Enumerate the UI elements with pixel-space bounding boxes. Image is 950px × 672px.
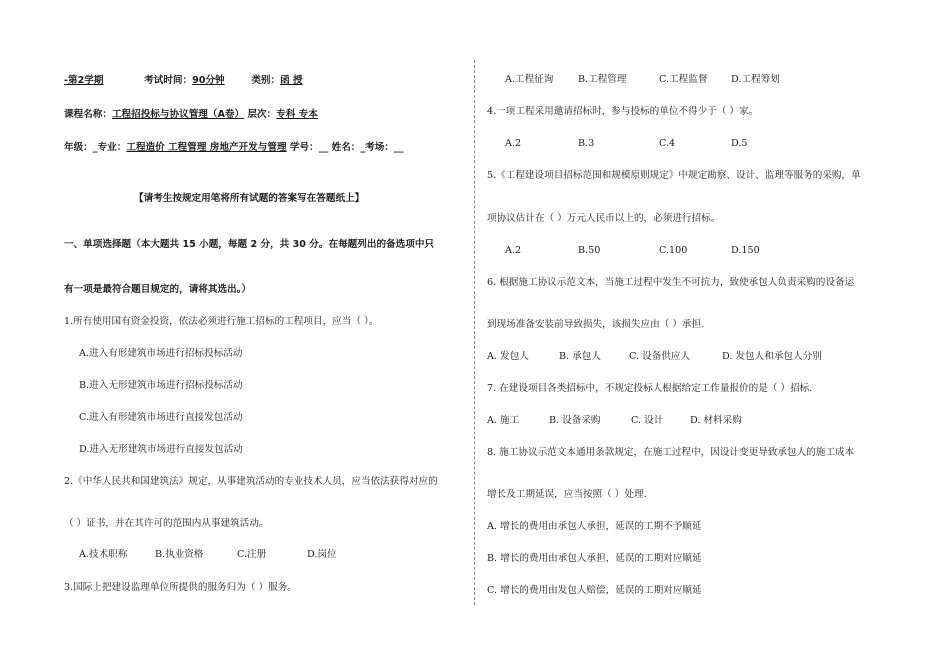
category-label: 类别：: [251, 75, 281, 86]
question-6-line-2: 到现场准备安装前导致损失，该损失应由（ ）承担.: [487, 319, 705, 330]
exam-time-label: 考试时间：: [144, 75, 193, 86]
section-title-line-2: 有一项是最符合题目规定的，请将其选出。）: [64, 284, 252, 295]
q8-option-c: C. 增长的费用由发包人赔偿，延误的工期对应顺延: [487, 585, 702, 596]
question-7: 7. 在建设项目各类招标中，不规定投标人根据给定工作量报价的是（ ）招标.: [487, 383, 813, 394]
q2-option-a: A.技术职称: [79, 549, 128, 560]
level-label: 层次：: [247, 109, 277, 120]
q6-option-b: B. 承包人: [559, 351, 601, 362]
exam-time-value: 90分钟: [192, 75, 225, 86]
q5-option-a: A.2: [505, 245, 522, 256]
grade-label: 年级：_专业：: [64, 142, 127, 153]
header-line-1: [64, 75, 303, 87]
q3-option-b: B.工程管理: [578, 74, 627, 85]
question-4: 4.一项工程采用邀请招标时，参与投标的单位不得少于（ ）家。: [487, 106, 759, 117]
q7-option-d: D. 材料采购: [690, 415, 742, 426]
q4-option-c: C.4: [659, 138, 676, 149]
q8-option-b: B. 增长的费用由承包人承担，延误的工期对应顺延: [487, 553, 702, 564]
q1-option-c: C.进入有形建筑市场进行直接发包活动: [79, 412, 243, 423]
q1-option-b: B.进入无形建筑市场进行招标投标活动: [79, 380, 243, 391]
course-label: 课程名称：: [64, 109, 112, 120]
q6-option-a: A. 发包人: [487, 351, 529, 362]
q6-option-c: C. 设备供应人: [629, 351, 691, 362]
major-value: 工程造价 工程管理 房地产开发与管理: [126, 142, 287, 153]
question-6-line-1: 6. 根据施工协议示范文本，当施工过程中发生不可抗力，致使承包人负责采购的设备运: [487, 277, 855, 288]
column-divider: [474, 60, 475, 605]
student-info: 学号：__ 姓名：_考场：__: [286, 142, 404, 153]
semester: -第2学期: [64, 75, 104, 86]
q1-option-d: D.进入无形建筑市场进行直接发包活动: [79, 444, 243, 455]
q2-option-b: B.执业资格: [155, 549, 204, 560]
question-3: 3.国际上把建设监理单位所提供的服务归为（ ）服务。: [64, 582, 297, 593]
q5-option-b: B.50: [578, 245, 601, 256]
right-column: [478, 0, 950, 672]
left-column: [0, 0, 474, 672]
q7-option-b: B. 设备采购: [549, 415, 601, 426]
header-line-3: [64, 142, 404, 154]
question-1: 1.所有使用国有资金投资，依法必须进行施工招标的工程项目，应当（ ）。: [64, 316, 379, 327]
q3-option-c: C.工程监督: [659, 74, 708, 85]
q3-option-a: A.工程征询: [505, 74, 554, 85]
section-title-line-1: 一、单项选择题（本大题共 15 小题，每题 2 分，共 30 分。在每题列出的备选项中只: [64, 239, 435, 250]
course-value: 工程招投标与协议管理: [111, 109, 208, 120]
question-2-line-2: （ ）证书，并在其许可的范围内从事建筑活动。: [64, 518, 269, 529]
q4-option-a: A.2: [505, 138, 522, 149]
q2-option-c: C.注册: [237, 549, 267, 560]
question-2-line-1: 2.《中华人民共和国建筑法》规定，从事建筑活动的专业技术人员，应当依法获得对应的: [64, 476, 438, 487]
header-line-2: [64, 109, 318, 121]
question-5-line-1: 5.《工程建设项目招标范围和规模原则规定》中规定勘察、设计、监理等服务的采购，单: [487, 170, 861, 181]
q6-option-d: D. 发包人和承包人分别: [722, 351, 822, 362]
q7-option-c: C. 设计: [631, 415, 664, 426]
q4-option-d: D.5: [731, 138, 748, 149]
notice: 【请考生按规定用笔将所有试题的答案写在答题纸上】: [134, 193, 365, 204]
category-value: 函 授: [280, 75, 303, 86]
q7-option-a: A. 施工: [487, 415, 520, 426]
q2-option-d: D.岗位: [307, 549, 337, 560]
q1-option-a: A.进入有形建筑市场进行招标投标活动: [79, 348, 243, 359]
question-5-line-2: 项协议估计在（ ）万元人民币以上的，必须进行招标。: [487, 213, 721, 224]
q4-option-b: B.3: [578, 138, 595, 149]
q3-option-d: D.工程筹划: [731, 74, 780, 85]
q5-option-d: D.150: [731, 245, 760, 256]
level-value: 专科 专本: [276, 109, 318, 120]
question-8-line-1: 8. 施工协议示范文本通用条款规定，在施工过程中，因设计变更导致承包人的施工成本: [487, 447, 855, 458]
q5-option-c: C.100: [659, 245, 688, 256]
paper-label: （A卷）: [207, 109, 245, 120]
q8-option-a: A. 增长的费用由承包人承担，延误的工期不予顺延: [487, 521, 702, 532]
question-8-line-2: 增长及工期延误，应当按照（ ）处理.: [487, 489, 647, 500]
